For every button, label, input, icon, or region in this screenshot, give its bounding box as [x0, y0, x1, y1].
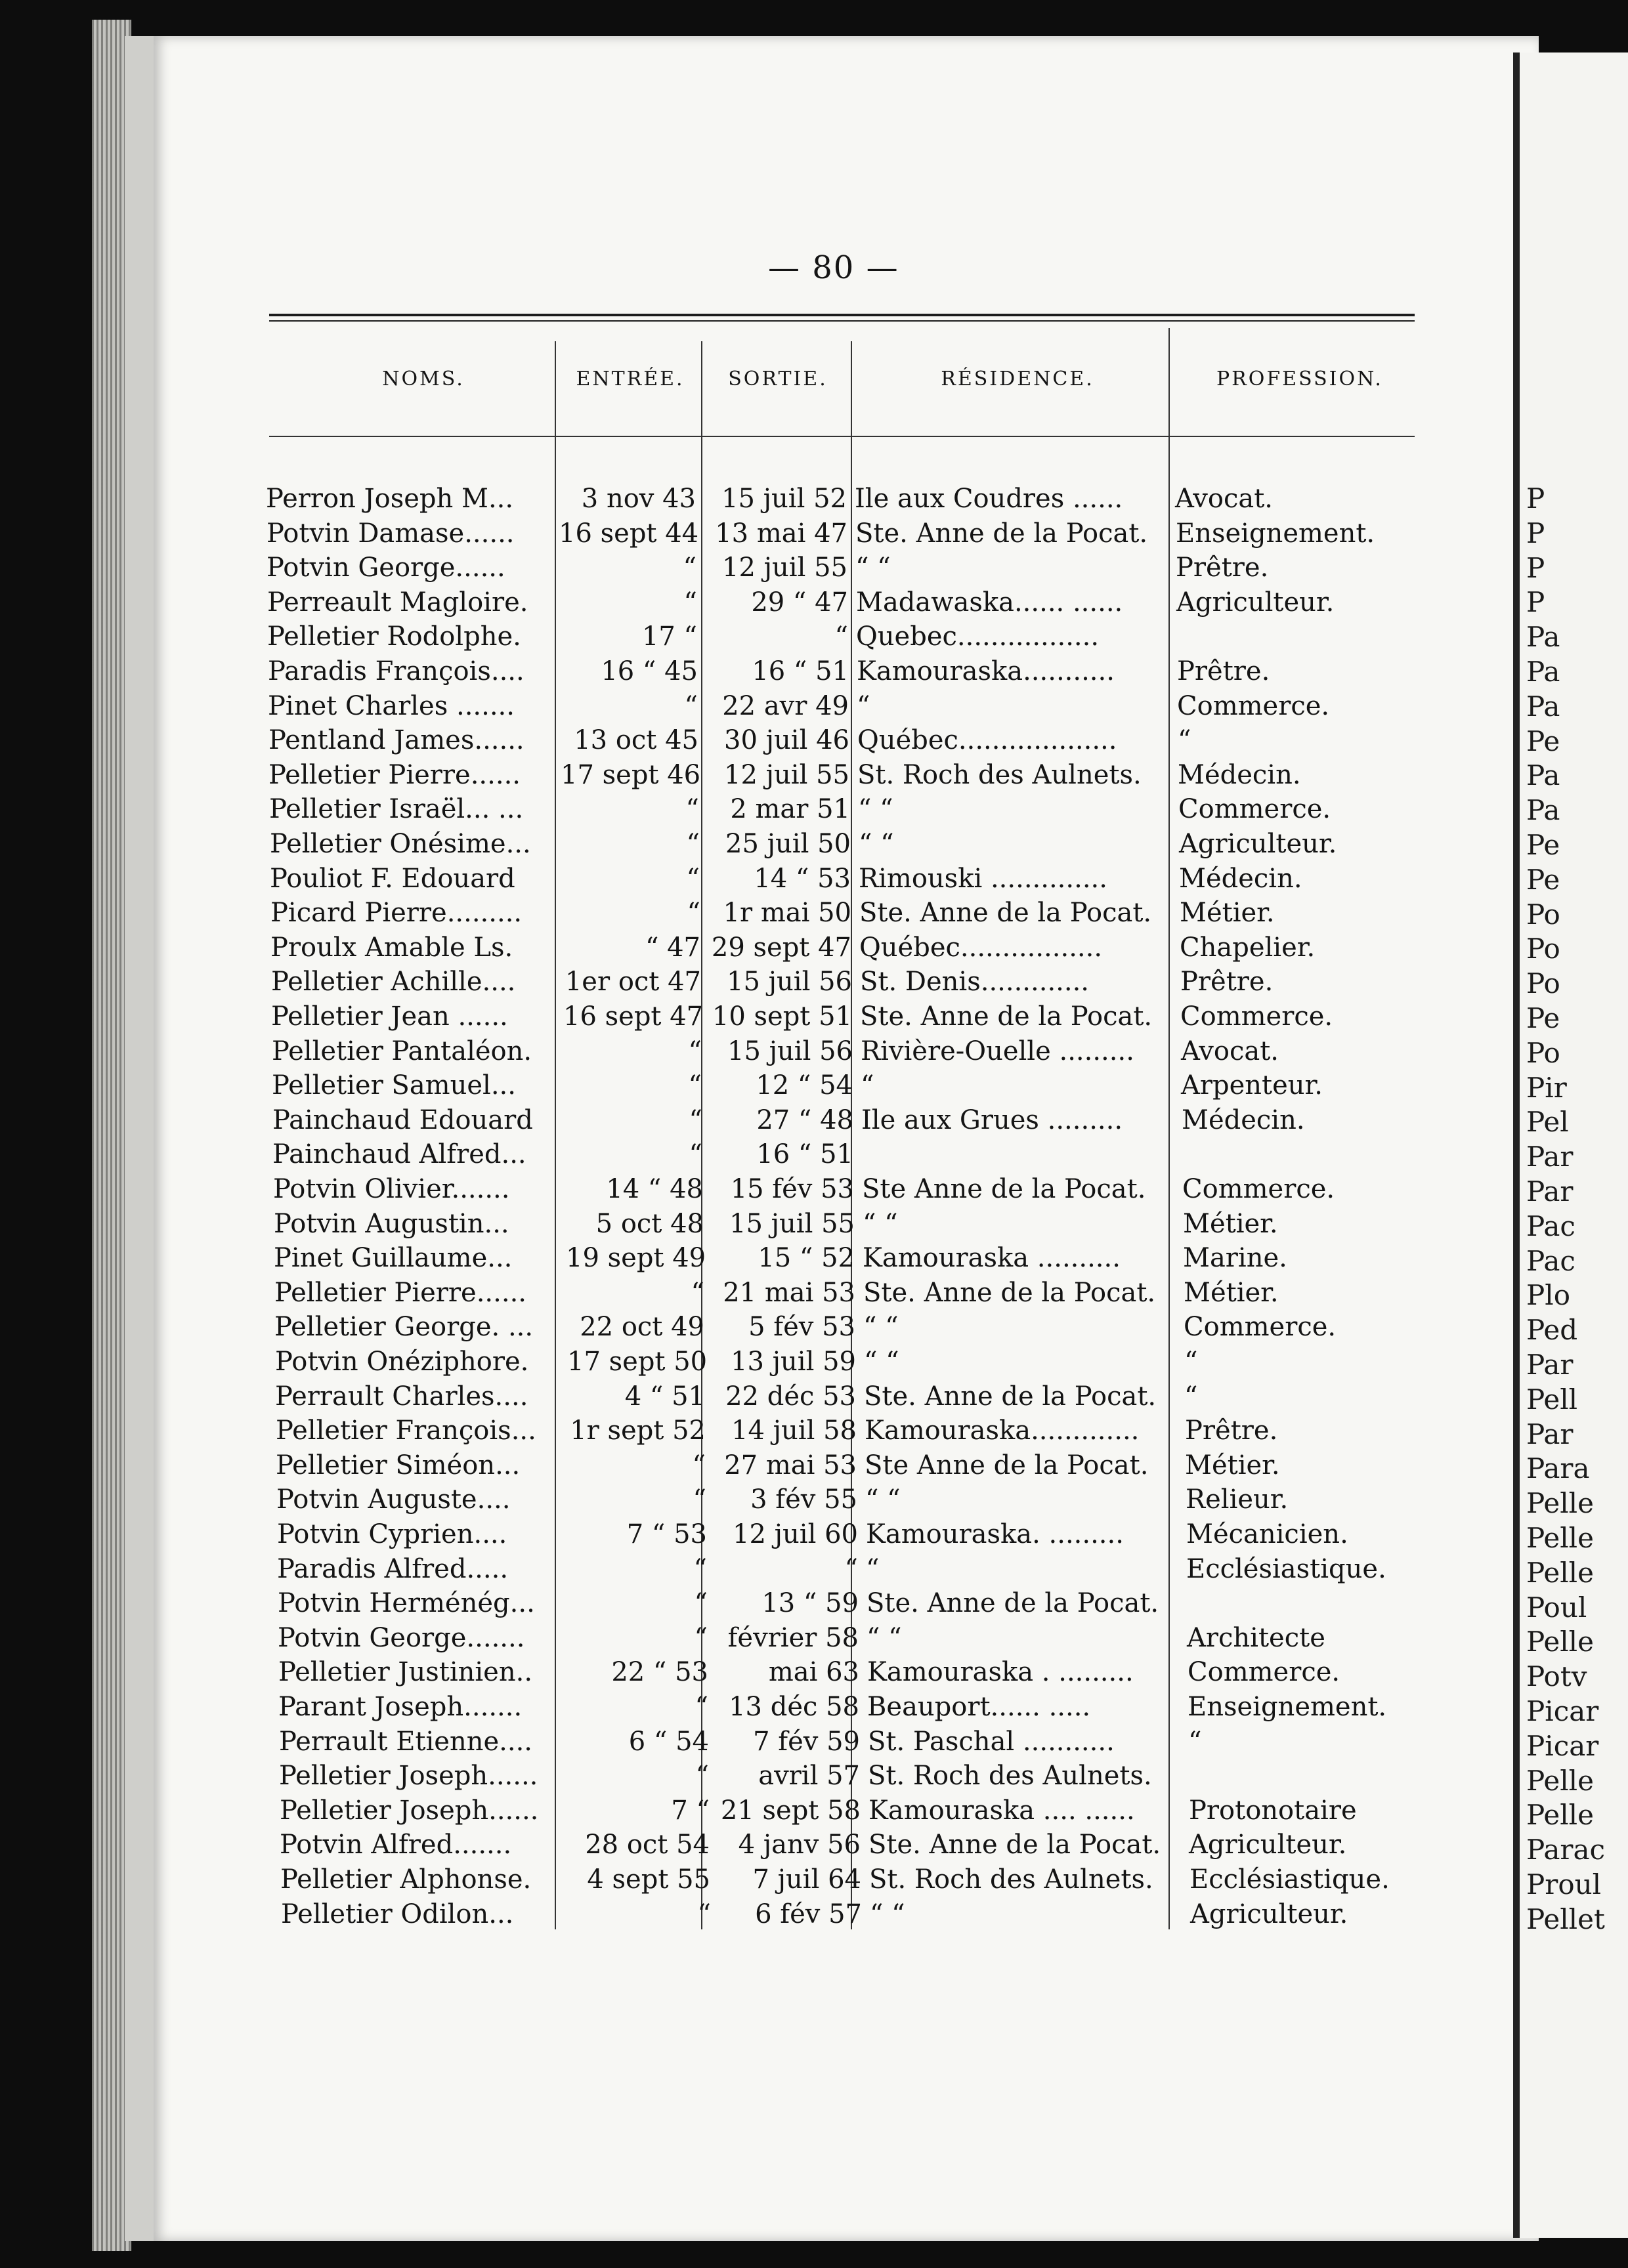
sortie-cell: mai 63 [768, 1657, 859, 1687]
residence-cell: “ “ [864, 1347, 899, 1377]
entree-cell: “ [689, 1139, 702, 1169]
facing-page-fragment: Pa [1526, 794, 1560, 826]
residence-cell: Québec................... [857, 725, 1117, 755]
entree-cell: “ [689, 1105, 702, 1135]
facing-page-fragment: Proul [1526, 1868, 1602, 1900]
sortie-cell: 27 “ 48 [756, 1105, 853, 1135]
facing-page-fragment: Pe [1526, 864, 1560, 896]
entree-cell: 28 oct 54 [585, 1830, 710, 1860]
residence-cell: Quebec................. [856, 621, 1100, 652]
name-cell: Potvin Cyprien.... [277, 1519, 507, 1549]
name-cell: Pouliot F. Edouard [270, 864, 515, 894]
name-cell: Pelletier George. ... [274, 1312, 534, 1342]
entree-cell: 4 sept 55 [587, 1864, 710, 1895]
sortie-cell: 29 “ 47 [751, 587, 848, 618]
header-profession: PROFESSION. [1216, 368, 1383, 390]
sortie-cell: 27 mai 53 [724, 1450, 857, 1480]
name-cell: Perrault Charles.... [275, 1381, 528, 1412]
name-cell: Pelletier Achille.... [271, 967, 516, 997]
entree-cell: “ [687, 898, 700, 928]
name-cell: Pelletier Joseph...... [279, 1761, 538, 1791]
sortie-cell: 7 fév 59 [753, 1727, 860, 1757]
name-cell: Picard Pierre......... [270, 898, 523, 928]
entree-cell: “ [693, 1554, 707, 1584]
sortie-cell: 15 juil 56 [727, 967, 852, 997]
entree-cell: 7 “ [671, 1796, 710, 1826]
name-cell: Pelletier François... [276, 1416, 536, 1446]
residence-cell: “ “ [863, 1209, 898, 1239]
residence-cell: Madawaska...... ...... [856, 587, 1123, 618]
column-divider-entree [701, 341, 702, 1929]
top-double-rule-thin [269, 320, 1415, 322]
name-cell: Pelletier Pierre...... [274, 1278, 527, 1308]
facing-page-fragment: Pe [1526, 829, 1560, 861]
name-cell: Pelletier Rodolphe. [267, 621, 521, 652]
profession-cell: Marine. [1183, 1243, 1287, 1273]
residence-cell: Rimouski .............. [859, 864, 1107, 894]
entree-cell: “ [695, 1761, 709, 1791]
facing-page-fragment: Pel [1526, 1106, 1569, 1138]
profession-cell: Avocat. [1181, 1036, 1279, 1066]
profession-cell: Commerce. [1188, 1657, 1340, 1687]
residence-cell: “ [866, 1554, 880, 1584]
entree-cell: 17 sept 50 [567, 1347, 708, 1377]
entree-cell: 19 sept 49 [566, 1243, 706, 1273]
residence-cell: Québec................. [859, 933, 1103, 963]
residence-cell: Kamouraska. ......... [866, 1519, 1124, 1549]
sortie-cell: 15 juil 52 [721, 484, 847, 514]
entree-cell: 4 “ 51 [624, 1381, 705, 1412]
name-cell: Potvin George....... [278, 1623, 525, 1653]
sortie-cell: février 58 [727, 1623, 859, 1653]
residence-cell: Ste. Anne de la Pocat. [868, 1830, 1161, 1860]
entree-cell: “ [688, 1070, 702, 1101]
top-double-rule [269, 314, 1415, 316]
entree-cell: 1er oct 47 [565, 967, 701, 997]
profession-cell: “ [1188, 1727, 1202, 1757]
profession-cell: Architecte [1187, 1623, 1325, 1653]
facing-page-fragment: Parac [1526, 1834, 1606, 1866]
sortie-cell: 16 “ 51 [752, 656, 849, 686]
entree-cell: “ [694, 1588, 708, 1618]
profession-cell: Métier. [1185, 1450, 1280, 1480]
facing-page-fragment: Pelle [1526, 1626, 1594, 1658]
residence-cell: Kamouraska........... [857, 656, 1115, 686]
facing-page-fragment: Po [1526, 898, 1560, 931]
name-cell: Perron Joseph M... [266, 484, 514, 514]
profession-cell: Protonotaire [1189, 1796, 1357, 1826]
residence-cell: Ste Anne de la Pocat. [865, 1450, 1149, 1480]
entree-cell: “ [684, 691, 698, 721]
entree-cell: 13 oct 45 [574, 725, 698, 755]
residence-cell: “ “ [863, 1312, 899, 1342]
name-cell: Pelletier Alphonse. [280, 1864, 532, 1895]
residence-cell: “ “ [865, 1484, 901, 1515]
name-cell: Pinet Guillaume... [274, 1243, 513, 1273]
profession-cell: Avocat. [1175, 484, 1273, 514]
profession-cell: Mécanicien. [1186, 1519, 1348, 1549]
name-cell: Potvin Alfred....... [280, 1830, 512, 1860]
sortie-cell: 15 fév 53 [730, 1174, 854, 1204]
entree-cell: 6 “ 54 [628, 1727, 709, 1757]
sortie-cell: 10 sept 51 [712, 1001, 852, 1032]
name-cell: Pelletier Israël... ... [269, 794, 524, 824]
name-cell: Pinet Charles ....... [268, 691, 515, 721]
facing-page-fragment: Pelle [1526, 1765, 1594, 1797]
entree-cell: “ [695, 1692, 708, 1722]
profession-cell: Commerce. [1177, 691, 1330, 721]
facing-page-fragment: Plo [1526, 1279, 1570, 1311]
profession-cell: Prêtre. [1177, 656, 1270, 686]
sortie-cell: 22 déc 53 [725, 1381, 856, 1412]
facing-page-fragment: Pac [1526, 1210, 1575, 1242]
residence-cell: “ [857, 691, 870, 721]
facing-page-fragment: Para [1526, 1452, 1590, 1484]
page-number: — 80 — [768, 249, 899, 286]
residence-cell: Ste. Anne de la Pocat. [864, 1381, 1157, 1412]
header-rule [269, 436, 1415, 437]
entree-cell: “ [683, 553, 696, 583]
profession-cell: Enseignement. [1176, 518, 1375, 549]
profession-cell: Agriculteur. [1189, 1830, 1347, 1860]
entree-cell: “ [692, 1450, 706, 1480]
sortie-cell: 13 juil 59 [731, 1347, 856, 1377]
header-noms: NOMS. [382, 368, 465, 390]
facing-page-fragment: Poul [1526, 1591, 1587, 1624]
entree-cell: 16 “ 45 [601, 656, 698, 686]
profession-cell: Commerce. [1178, 794, 1331, 824]
profession-cell: Commerce. [1184, 1312, 1337, 1342]
header-sortie: SORTIE. [728, 368, 828, 390]
name-cell: Pelletier Joseph...... [280, 1796, 539, 1826]
facing-page-fragment: Pa [1526, 759, 1560, 791]
name-cell: Parant Joseph....... [278, 1692, 523, 1722]
sortie-cell: 2 mar 51 [730, 794, 850, 824]
facing-page-fragment: Pelle [1526, 1522, 1594, 1554]
name-cell: Pelletier Justinien.. [278, 1657, 533, 1687]
residence-cell: “ “ [867, 1623, 902, 1653]
sortie-cell: “ [844, 1554, 858, 1584]
sortie-cell: 21 mai 53 [723, 1278, 855, 1308]
residence-cell: Kamouraska . ......... [867, 1657, 1134, 1687]
profession-cell: Métier. [1183, 1209, 1278, 1239]
entree-cell: “ [693, 1484, 706, 1515]
profession-cell: Commerce. [1180, 1001, 1333, 1032]
name-cell: Pelletier Pierre...... [268, 760, 521, 790]
facing-page-fragment: P [1526, 517, 1545, 549]
sortie-cell: 15 “ 52 [758, 1243, 855, 1273]
profession-cell: Métier. [1180, 898, 1275, 928]
residence-cell: Ste Anne de la Pocat. [862, 1174, 1146, 1204]
facing-page-fragment: P [1526, 552, 1545, 584]
profession-cell: Médecin. [1182, 1105, 1305, 1135]
name-cell: Potvin Herménég... [278, 1588, 535, 1618]
sortie-cell: 4 janv 56 [738, 1830, 861, 1860]
sortie-cell: 7 juil 64 [752, 1864, 861, 1895]
column-divider-sortie [851, 341, 852, 1929]
sortie-cell: 13 “ 59 [761, 1588, 859, 1618]
sortie-cell: avril 57 [758, 1761, 860, 1791]
entree-cell: 17 “ [641, 621, 697, 652]
entree-cell: “ [683, 587, 697, 618]
facing-page-fragment: Pa [1526, 690, 1560, 723]
facing-page-fragment: P [1526, 482, 1545, 514]
residence-cell: St. Paschal ........... [868, 1727, 1115, 1757]
sortie-cell: 29 sept 47 [711, 933, 851, 963]
entree-cell: 16 sept 47 [563, 1001, 704, 1032]
entree-cell: “ [686, 864, 700, 894]
entree-cell: “ [685, 794, 699, 824]
profession-cell: Médecin. [1178, 760, 1301, 790]
sortie-cell: 1r mai 50 [723, 898, 851, 928]
name-cell: Potvin Olivier....... [273, 1174, 510, 1204]
residence-cell: “ [861, 1070, 874, 1101]
residence-cell: Ste. Anne de la Pocat. [855, 518, 1148, 549]
name-cell: Potvin Augustin... [274, 1209, 509, 1239]
profession-cell: “ [1184, 1381, 1198, 1412]
profession-cell: Chapelier. [1180, 933, 1316, 963]
header-residence: RÉSIDENCE. [941, 368, 1094, 390]
sortie-cell: 12 juil 55 [722, 553, 847, 583]
name-cell: Pentland James...... [268, 725, 525, 755]
entree-cell: 3 nov 43 [581, 484, 696, 514]
sortie-cell: “ [834, 621, 848, 652]
sortie-cell: 14 juil 58 [731, 1416, 857, 1446]
profession-cell: Relieur. [1186, 1484, 1289, 1515]
profession-cell: Ecclésiastique. [1189, 1864, 1390, 1895]
profession-cell: Médecin. [1179, 864, 1302, 894]
facing-page-fragment: Po [1526, 933, 1560, 965]
name-cell: Paradis François.... [268, 656, 525, 686]
residence-cell: Rivière-Ouelle ......... [861, 1036, 1134, 1066]
facing-page-fragment: Pe [1526, 1002, 1560, 1034]
residence-cell: Kamouraska............. [865, 1416, 1140, 1446]
profession-cell: Agriculteur. [1176, 587, 1335, 618]
sortie-cell: 12 juil 55 [724, 760, 849, 790]
name-cell: Paradis Alfred..... [277, 1554, 509, 1584]
profession-cell: Prêtre. [1180, 967, 1274, 997]
facing-page-fragment: Pir [1526, 1072, 1567, 1104]
name-cell: Proulx Amable Ls. [270, 933, 513, 963]
sortie-cell: 6 fév 57 [755, 1899, 862, 1929]
column-divider-residence [1168, 328, 1170, 1929]
sortie-cell: 16 “ 51 [756, 1139, 853, 1169]
residence-cell: “ “ [855, 553, 891, 583]
profession-cell: “ [1184, 1347, 1198, 1377]
facing-page-fragment: Pelle [1526, 1799, 1594, 1831]
profession-cell: Agriculteur. [1179, 829, 1337, 859]
profession-cell: Agriculteur. [1190, 1899, 1348, 1929]
header-entree: ENTRÉE. [576, 368, 685, 390]
name-cell: Potvin Auguste.... [276, 1484, 511, 1515]
name-cell: Pelletier Jean ...... [271, 1001, 508, 1032]
sortie-cell: 12 juil 60 [733, 1519, 858, 1549]
name-cell: Pelletier Samuel... [272, 1070, 516, 1101]
facing-page-fragment: Picar [1526, 1695, 1599, 1727]
sortie-cell: 30 juil 46 [724, 725, 849, 755]
facing-page-fragment: Pa [1526, 656, 1560, 688]
residence-cell: St. Roch des Aulnets. [868, 1761, 1152, 1791]
facing-page-fragment: Pac [1526, 1245, 1575, 1277]
entree-cell: “ [686, 829, 700, 859]
profession-cell: Commerce. [1182, 1174, 1335, 1204]
sortie-cell: 22 avr 49 [722, 691, 849, 721]
entree-cell: “ [697, 1899, 711, 1929]
name-cell: Painchaud Edouard [272, 1105, 533, 1135]
entree-cell: 16 sept 44 [559, 518, 699, 549]
profession-cell: Métier. [1184, 1278, 1279, 1308]
facing-page-fragment: Par [1526, 1418, 1574, 1450]
entree-cell: 5 oct 48 [595, 1209, 704, 1239]
residence-cell: St. Roch des Aulnets. [857, 760, 1142, 790]
residence-cell: Kamouraska .......... [863, 1243, 1121, 1273]
sortie-cell: 3 fév 55 [750, 1484, 857, 1515]
facing-page-fragment: Par [1526, 1175, 1574, 1208]
sortie-cell: 15 juil 55 [729, 1209, 855, 1239]
profession-cell: Ecclésiastique. [1186, 1554, 1386, 1584]
profession-cell: Prêtre. [1176, 553, 1269, 583]
facing-page-fragment: Par [1526, 1349, 1574, 1381]
facing-page-fragment: Par [1526, 1141, 1574, 1173]
entree-cell: 1r sept 52 [570, 1416, 706, 1446]
residence-cell: Beauport...... ..... [867, 1692, 1091, 1722]
entree-cell: “ [688, 1036, 702, 1066]
residence-cell: Ste. Anne de la Pocat. [860, 1001, 1153, 1032]
residence-cell: St. Roch des Aulnets. [869, 1864, 1153, 1895]
entree-cell: 22 “ 53 [611, 1657, 708, 1687]
name-cell: Pelletier Siméon... [276, 1450, 521, 1480]
name-cell: Potvin George...... [267, 553, 505, 583]
name-cell: Perreault Magloire. [267, 587, 528, 618]
entree-cell: “ 47 [645, 933, 700, 963]
facing-page-fragment: Pe [1526, 725, 1560, 757]
facing-page-fragment: Pelle [1526, 1557, 1594, 1589]
name-cell: Potvin Damase...... [267, 518, 515, 549]
sortie-cell: 25 juil 50 [725, 829, 851, 859]
name-cell: Pelletier Onésime... [270, 829, 531, 859]
name-cell: Perrault Etienne.... [279, 1727, 533, 1757]
residence-cell: “ “ [870, 1899, 905, 1929]
sortie-cell: 12 “ 54 [756, 1070, 853, 1101]
entree-cell: “ [691, 1278, 704, 1308]
residence-cell: Ste. Anne de la Pocat. [863, 1278, 1156, 1308]
entree-cell: 14 “ 48 [606, 1174, 703, 1204]
facing-page-fragment: Pelle [1526, 1487, 1594, 1519]
residence-cell: Ste. Anne de la Pocat. [867, 1588, 1159, 1618]
profession-cell: “ [1178, 725, 1191, 755]
facing-page-fragment: Potv [1526, 1660, 1587, 1692]
entree-cell: “ [694, 1623, 708, 1653]
residence-cell: St. Denis............. [860, 967, 1090, 997]
facing-page-fragment: Po [1526, 967, 1560, 999]
sortie-cell: 14 “ 53 [754, 864, 851, 894]
sortie-cell: 21 sept 58 [720, 1796, 861, 1826]
sortie-cell: 13 déc 58 [729, 1692, 859, 1722]
sortie-cell: 13 mai 47 [715, 518, 847, 549]
facing-page-fragment: Ped [1526, 1314, 1578, 1346]
facing-page-fragment: Picar [1526, 1730, 1599, 1762]
entree-cell: 17 sept 46 [561, 760, 701, 790]
profession-cell: Prêtre. [1185, 1416, 1278, 1446]
profession-cell: Arpenteur. [1181, 1070, 1323, 1101]
entree-cell: 22 oct 49 [580, 1312, 704, 1342]
name-cell: Potvin Onéziphore. [275, 1347, 529, 1377]
facing-page [1513, 52, 1628, 2238]
profession-cell: Enseignement. [1188, 1692, 1387, 1722]
residence-cell: Ile aux Grues ......... [861, 1105, 1123, 1135]
name-cell: Painchaud Alfred... [272, 1139, 526, 1169]
name-cell: Pelletier Pantaléon. [272, 1036, 532, 1066]
residence-cell: “ “ [858, 794, 893, 824]
facing-page-fragment: Po [1526, 1037, 1560, 1069]
sortie-cell: 15 juil 56 [727, 1036, 853, 1066]
residence-cell: Ste. Anne de la Pocat. [859, 898, 1152, 928]
column-divider-noms [555, 341, 556, 1929]
sortie-cell: 5 fév 53 [748, 1312, 855, 1342]
name-cell: Pelletier Odilon... [281, 1899, 514, 1929]
residence-cell: Ile aux Coudres ...... [855, 484, 1123, 514]
entree-cell: 7 “ 53 [626, 1519, 707, 1549]
facing-page-fragment: Pellet [1526, 1903, 1605, 1935]
facing-page-fragment: P [1526, 586, 1545, 618]
facing-page-fragment: Pell [1526, 1383, 1578, 1416]
residence-cell: Kamouraska .... ...... [868, 1796, 1135, 1826]
facing-page-fragment: Pa [1526, 621, 1560, 653]
residence-cell: “ “ [859, 829, 894, 859]
